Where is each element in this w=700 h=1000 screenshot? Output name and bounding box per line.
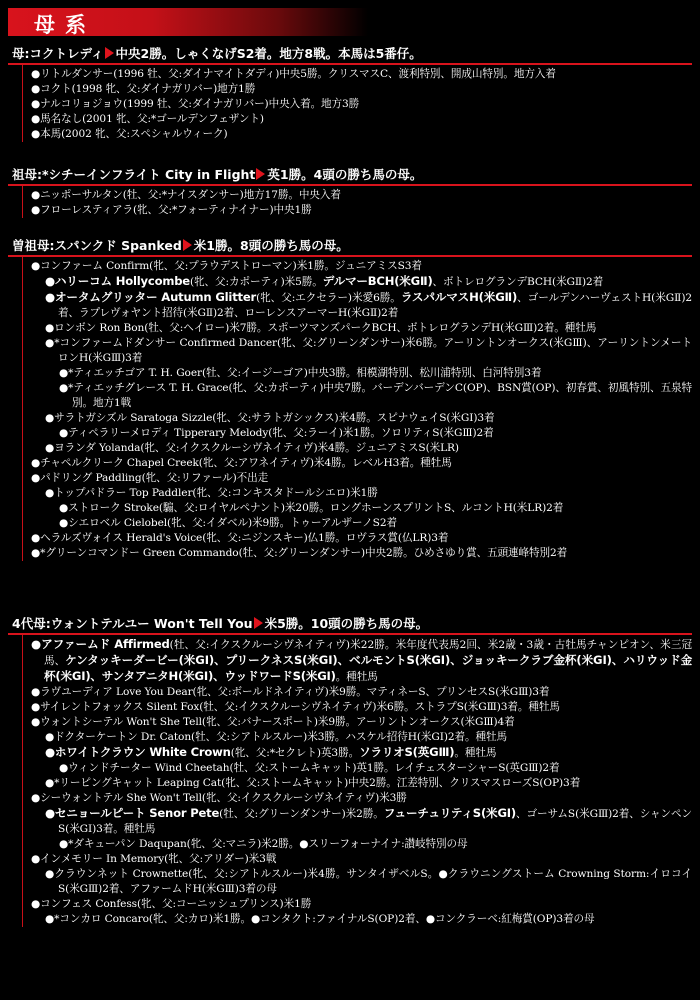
section-body (22, 635, 692, 927)
item-text: ●クラウンネット Crownette(牝、父:シアトルスルー)米4勝。サンタイザベルS。●クラウニングストーム Crowning Storm:イロコイS(米GⅢ)2着、アファームドH(米GⅢ)3着の母 (45, 868, 692, 895)
list-item (31, 837, 692, 852)
item-text: ●チャペルクリーク Chapel Creek(牝、父:アワネイティヴ)米4勝。レベルH3着。種牡馬 (31, 457, 452, 469)
section-dam (8, 44, 692, 142)
triangle-icon (254, 617, 263, 629)
item-text: ●*ティエッチグレース T. H. Grace(牝、父:カポーティ)中央7勝。バーデンバーデンC(OP)、BSN賞(OP)、初春賞、初風特別、五泉特別。地方1戦 (59, 382, 692, 409)
list-item (31, 685, 692, 700)
list-item (31, 852, 692, 867)
list-item (31, 867, 692, 897)
heading-name: 母:コクトレディ (12, 46, 104, 61)
item-text: ●*ティエッチゴア T. H. Goer(牡、父:イージーゴア)中央3勝。相模湖特別、松川浦特別、白河特別3着 (59, 367, 542, 379)
item-text: (牝、父:カポーティ)米5勝。 (189, 276, 323, 288)
item-text: ●パドリング Paddling(牝、父:リファール)不出走 (31, 472, 269, 484)
item-text: 、ボトレログランデBCH(米GⅡ)2着 (432, 276, 604, 288)
section-body (22, 186, 692, 218)
triangle-icon (105, 47, 114, 59)
item-race: フューチュリティS(米GⅠ) (383, 806, 516, 820)
list-item (31, 791, 692, 806)
item-text: 、ゴーサムS(米GⅢ)2着、シャンペンS(米GⅠ)3着。種牡馬 (58, 808, 692, 835)
item-text: ●*コンカロ Concaro(牝、父:カロ)米1勝。●コンタクト:ファイナルS(OP)2着、●コンクラーベ:紅梅賞(OP)3着の母 (45, 913, 595, 925)
item-text: ●シーウォントテル She Won't Tell(牝、父:イクスクルーシヴネイティヴ)米3勝 (31, 792, 407, 804)
item-text: (牝、父:*セクレト)英3勝。 (230, 747, 360, 759)
heading-summary: 英1勝。4頭の勝ち馬の母。 (267, 167, 423, 182)
heading-name: 祖母:*シチーインフライト City in Flight (12, 167, 256, 182)
list-item (31, 97, 692, 112)
section-body (22, 257, 692, 561)
item-text: ●シエロベル Cielobel(牝、父:イダベル)米9勝。トゥーアルザーノS2着 (59, 517, 397, 529)
list-item (31, 336, 692, 366)
list-item (31, 127, 692, 142)
item-text: (牝、父:エクセラー)米愛6勝。 (256, 292, 401, 304)
item-horse: ●ハリーコム Hollycombe (45, 274, 190, 288)
list-item (31, 82, 692, 97)
list-item (31, 411, 692, 426)
section-heading (8, 165, 692, 184)
item-text: 。種牡馬 (454, 747, 497, 759)
item-text: ●*リーピングキャット Leaping Cat(牝、父:ストームキャット)中央2勝。江差特別、クリスマスローズS(OP)3着 (45, 777, 581, 789)
item-race: ラスパルマスH(米GⅡ) (400, 290, 518, 304)
item-text: ●フローレスティアラ(牝、父:*フォーティナイナー)中央1勝 (31, 204, 312, 216)
item-text: ●サイレントフォックス Silent Fox(牡、父:イクスクルーシヴネイティヴ)米6勝。ストラプS(米GⅢ)3着。種牡馬 (31, 701, 560, 713)
item-text: ●*コンファームドダンサー Confirmed Dancer(牝、父:グリーンダンサー)米6勝。アーリントンオークス(米GⅢ)、アーリントンメートロンH(米GⅢ)3着 (45, 337, 692, 364)
list-item (31, 897, 692, 912)
item-text: ●ニッポーサルタン(牡、父:*ナイスダンサー)地方17勝。中央入着 (31, 189, 341, 201)
banner-title: 母系 (34, 13, 96, 37)
list-item (31, 637, 692, 685)
list-item (31, 321, 692, 336)
list-item (31, 501, 692, 516)
item-text: ●ストローク Stroke(騸、父:ロイヤルペナント)米20勝。ロングホーンスプリントS、ルコントH(米LR)2着 (59, 502, 564, 514)
list-item (31, 67, 692, 82)
triangle-icon (256, 168, 265, 180)
item-horse: ●オータムグリッター Autumn Glitter (45, 290, 257, 304)
heading-name: 4代母:ウォントテルユー Won't Tell You (12, 616, 253, 631)
heading-summary: 米1勝。8頭の勝ち馬の母。 (193, 238, 349, 253)
list-item (31, 776, 692, 791)
item-text: ●コンフェス Confess(牝、父:コーニッシュプリンス)米1勝 (31, 898, 312, 910)
list-item (31, 290, 692, 321)
list-item (31, 366, 692, 381)
list-item (31, 516, 692, 531)
section-4th-dam (8, 614, 692, 927)
list-item (31, 203, 692, 218)
list-item (31, 700, 692, 715)
section-body (22, 65, 692, 142)
list-item (31, 456, 692, 471)
list-item (31, 426, 692, 441)
item-text: ●*グリーンコマンドー Green Commando(牡、父:グリーンダンサー)中央2勝。ひめさゆり賞、五頭連峰特別2着 (31, 547, 568, 559)
heading-name: 曽祖母:スパンクド Spanked (12, 238, 182, 253)
item-text: ●ティペラリーメロディ Tipperary Melody(牝、父:ラーイ)米1勝。ソロリティS(米GⅢ)2着 (59, 427, 494, 439)
item-text: ●ヨランダ Yolanda(牝、父:イクスクルーシヴネイティヴ)米4勝。ジュニアミスS(米LR) (45, 442, 459, 454)
list-item (31, 730, 692, 745)
list-item (31, 274, 692, 290)
list-item (31, 471, 692, 486)
section-heading (8, 614, 692, 633)
item-text: ●サラトガシズル Saratoga Sizzle(牝、父:サラトガシックス)米4勝。スピナウェイS(米GⅠ)3着 (45, 412, 495, 424)
list-item (31, 112, 692, 127)
item-text: (牡、父:グリーンダンサー)米2勝。 (219, 808, 384, 820)
heading-summary: 米5勝。10頭の勝ち馬の母。 (264, 616, 429, 631)
item-text: ●ドクターケートン Dr. Caton(牡、父:シアトルスルー)米3勝。ハスケル招待H(米GⅠ)2着。種牡馬 (45, 731, 508, 743)
section-granddam (8, 165, 692, 218)
list-item (31, 259, 692, 274)
section-heading (8, 44, 692, 63)
item-text: 。種牡馬 (335, 671, 378, 683)
item-horse: ●アファームド Affirmed (31, 637, 170, 651)
list-item (31, 912, 692, 927)
section-heading (8, 236, 692, 255)
list-item (31, 745, 692, 761)
item-horse: ●セニョールピート Senor Pete (45, 806, 220, 820)
item-text: ●ヘラルズヴォイス Herald's Voice(牝、父:ニジンスキー)仏1勝。ロヴラス賞(仏LR)3着 (31, 532, 449, 544)
item-text: ●ラヴユーディア Love You Dear(牝、父:ボールドネイティヴ)米9勝。マティネーS、プリンセスS(米GⅢ)3着 (31, 686, 550, 698)
list-item (31, 441, 692, 456)
item-text: ●リトルダンサー(1996 牡、父:ダイナマイトダディ)中央5勝。クリスマスC、渡利特別、開成山特別。地方入着 (31, 68, 556, 80)
item-race: ソラリオS(英GⅢ) (359, 745, 455, 759)
item-horse: ●ホワイトクラウン White Crown (45, 745, 231, 759)
list-item (31, 381, 692, 411)
list-item (31, 546, 692, 561)
heading-summary: 中央2勝。しゃくなげS2着。地方8戦。本馬は5番仔。 (115, 46, 422, 61)
item-text: ●馬名なし(2001 牝、父:*ゴールデンフェザント) (31, 113, 264, 125)
section-banner (8, 8, 368, 36)
item-text: ●コンファーム Confirm(牝、父:プラウデストローマン)米1勝。ジュニアミスS3着 (31, 260, 422, 272)
item-race: デルマーBCH(米GⅡ) (322, 274, 433, 288)
list-item (31, 486, 692, 501)
item-text: ●ナルコリョジョウ(1999 牡、父:ダイナガリバー)中央入着。地方3勝 (31, 98, 360, 110)
item-text: ●*ダキューパン Daqupan(牝、父:マニラ)米2勝。●スリーフォーナイナ:讃岐特別の母 (59, 838, 468, 850)
item-text: ●インメモリー In Memory(牝、父:アリダー)米3戦 (31, 853, 277, 865)
list-item (31, 761, 692, 776)
item-text: ●ウィンドチーター Wind Cheetah(牡、父:ストームキャット)英1勝。レイチェスターシャーS(英GⅢ)2着 (59, 762, 560, 774)
list-item (31, 806, 692, 837)
item-text: ●ウォントシーテル Won't She Tell(牝、父:バナースポート)米9勝。アーリントンオークス(米GⅢ)4着 (31, 716, 515, 728)
item-race: ケンタッキーダービー(米GⅠ)、プリークネスS(米GⅠ)、ベルモントS(米GⅠ)、ジョッキークラブ金杯(米GⅠ)、ハリウッド金杯(米GⅠ)、サンタアニタH(米GⅠ)、ウッドワードS(米GⅠ) (44, 653, 692, 683)
item-text: ●トップパドラー Top Paddler(牝、父:コンキスタドールシエロ)米1勝 (45, 487, 378, 499)
item-text: ●コクト(1998 牝、父:ダイナガリバー)地方1勝 (31, 83, 256, 95)
item-text: 、ゴールデンハーヴェストH(米GⅡ)2着、ラプレヴォヤント招待(米GⅡ)2着、ローレンスアーマーH(米GⅡ)2着 (58, 292, 692, 319)
section-great-granddam (8, 236, 692, 561)
list-item (31, 715, 692, 730)
list-item (31, 531, 692, 546)
list-item (31, 188, 692, 203)
item-text: ●本馬(2002 牝、父:スペシャルウィーク) (31, 128, 228, 140)
item-text: ●ロンボン Ron Bon(牡、父:ヘイロー)米7勝。スポーツマンズパークBCH、ボトレログランデH(米GⅢ)2着。種牡馬 (45, 322, 597, 334)
item-text: (牡、父:イクスクルーシヴネイティヴ)米22勝。米年度代表馬2回、米2歳・3歳・古牡馬チャンピオン、米三冠馬、 (44, 639, 692, 667)
triangle-icon (183, 239, 192, 251)
